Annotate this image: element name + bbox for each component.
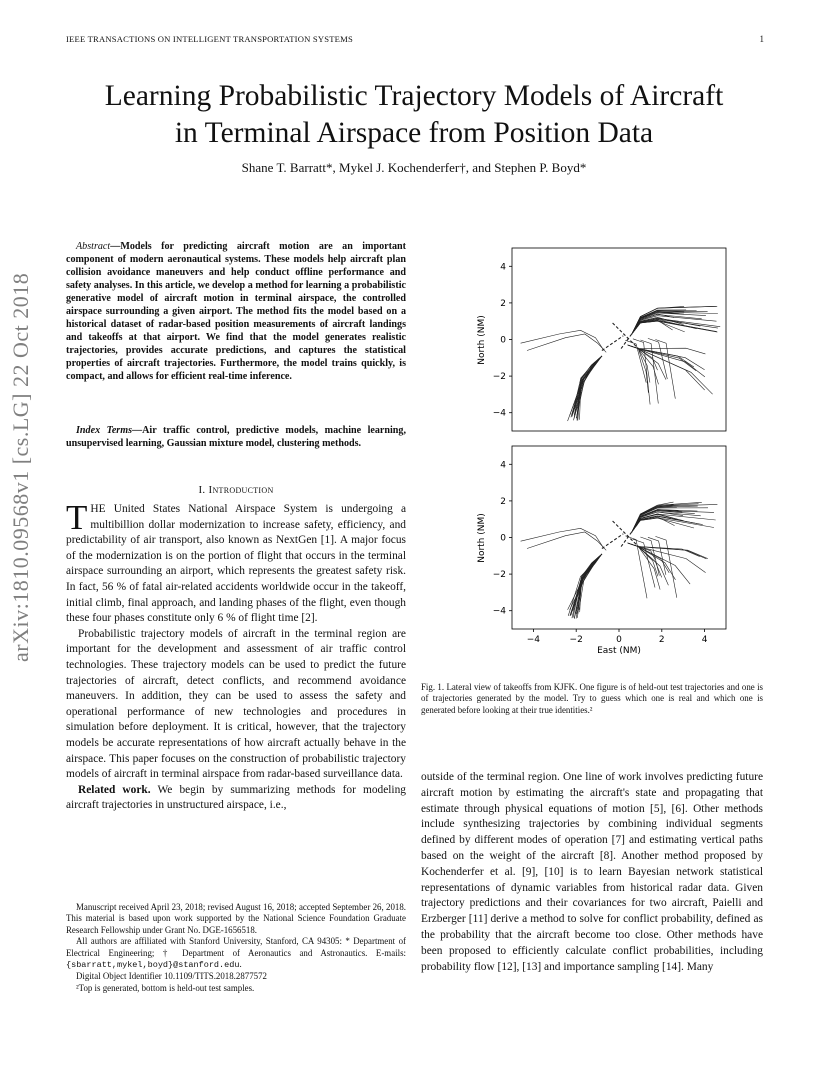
title-line-2: in Terminal Airspace from Position Data [174,117,654,149]
index-terms-text: —Air traffic control, predictive models, machine learning, unsupervised learning, Gaussian mixture model, clustering methods. [66,425,406,449]
trajectory-line [521,330,604,350]
plot-top-frame [512,248,726,431]
paper-title [40,78,788,152]
trajectory-line [602,534,623,549]
index-terms-label: Index Terms [76,425,133,436]
footnote-manuscript: Manuscript received April 23, 2018; revised August 16, 2018; accepted September 26, 2018. This material is based upon work supported by the National Science Foundation Graduate Research Fellowship under Grant No. DGE-1656518. [66,902,406,935]
trajectory-line [602,336,623,351]
plot-bottom-frame [512,446,726,629]
figure-caption: Fig. 1. Lateral view of takeoffs from KJFK. One figure is of held-out test trajectories and one is of trajectories generated by the model. Try to guess which one is real and which one is generated before looking at their true identities.² [421,682,763,715]
author-list: Shane T. Barratt*, Mykel J. Kochenderfer†, and Stephen P. Boyd* [241,160,587,175]
intro-paragraph-2: Probabilistic trajectory models of aircraft in the terminal region are important for the development and assessment of air traffic control technologies. These trajectory models can be used to predict the future trajectories of aircraft, detect conflicts, and recommend avoidance maneuvers. In addition, they can be used to assess the safety and operational performance of new technologies and procedures in simulation before deployment. It is critical, however, that the trajectory models be accurate representations of how aircraft actually behave in the airspace. This paper focuses on the construction of probabilistic trajectory models of aircraft in terminal airspace from radar-based surveillance data. [66,627,406,781]
y-tick-label: 4 [500,262,506,273]
plot-bottom-yticks [493,460,512,616]
plot-top [493,248,726,431]
plot-top-yticks [493,262,512,418]
affiliation-text: All authors are affiliated with Stanford University, Stanford, CA 94305: * Department of Electrical Engineering; † Department of Aeronautics and Astronautics. E-mails: [66,936,406,958]
section-heading [66,484,406,496]
footnote-affiliation: All authors are affiliated with Stanford University, Stanford, CA 94305: * Department of Electrical Engineering; † Department of Aeronautics and Astronautics. E-mails: {sbarratt,mykel,boyd}@stanford.edu. [66,936,406,971]
y-tick-label: 0 [500,533,506,544]
trajectory-line [625,536,647,598]
plot-bottom [493,446,726,645]
trajectory-line [632,518,694,532]
trajectory-line [527,334,606,352]
right-column-text: outside of the terminal region. One line of work involves predicting future aircraft motion by estimating the aircraft's state and propagating that estimate through physical equations of motion [5], [6]. Other methods include synthesizing trajectories by combining individual segments defined by different modes of operation [7] and estimating vertical paths based on the weight of the aircraft [8]. Another method proposed by Kochenderfer et al. [9], [10] is to learn Bayesian network statistical representations of dynamic variables from historical radar data. Given trajectory predictions and their covariances for two aircraft, Paielli and Erzberger [11] derive a method to solve for conflict probability, defined as the probability that the aircraft become too close. Other methods have been proposed to efficiently calculate conflict probabilities, including probability flow [12], [13] and importance sampling [14]. Many [421,771,763,973]
intro-body [66,498,406,814]
figure-1 [470,240,770,680]
arxiv-stamp: arXiv:1810.09568v1 [cs.LG] 22 Oct 2018 [8,272,33,662]
footnote-doi: Digital Object Identifier 10.1109/TITS.2018.2877572 [76,971,267,982]
y-tick-label: −2 [492,372,506,383]
author-emails[interactable]: {sbarratt,mykel,boyd}@stanford.edu [66,960,240,971]
y-tick-label: −4 [492,606,506,617]
related-work-text: We begin by summarizing methods for modeling aircraft trajectories in unstructured airspace, i.e., [66,783,406,812]
drop-cap: T [66,498,88,537]
abstract [66,240,406,383]
index-terms [66,424,406,450]
y-tick-label: 2 [500,496,506,507]
intro-p1-text: HE United States National Airspace System is undergoing a multibillion dollar modernization to increase safety, efficiency, and predictability of air transport, also known as NextGen [1]. A major focus of the modernization is on the portion of flight that occurs in the terminal airspace surrounding an airport, which represents the greatest safety risk. In fact, 56 % of fatal air-related accidents worldwide occur in the takeoff, initial climb, final approach, and landing phases of the flight, even though these four phases constitute only 6 % of flight time [2]. [66,503,406,625]
plot-bottom-xticks [527,629,708,645]
trajectory-line [521,528,604,548]
trajectory-line [655,536,676,597]
y-tick-label: −2 [492,570,506,581]
trajectory-line [625,340,646,382]
footnotes [66,902,406,994]
y-tick-label: 2 [500,298,506,309]
trajectory-line [632,312,718,334]
section-title: Introduction [208,484,274,496]
intro-paragraph-1 [66,498,406,627]
trajectory-line [628,543,700,557]
y-tick-label: −4 [492,408,506,419]
intro-paragraph-3 [66,783,406,814]
x-tick-label: 4 [701,635,708,645]
plot-top-ylabel: North (NM) [477,315,487,365]
page-number: 1 [759,34,764,44]
plot-top-trajectories [521,306,721,421]
title-line-1: Learning Probabilistic Trajectory Models of Aircraft [104,80,724,112]
trajectory-line [628,543,708,559]
y-tick-label: 0 [500,335,506,346]
related-work-label: Related work. [78,783,151,796]
y-tick-label: 4 [500,460,506,471]
plot-bottom-ylabel: North (NM) [477,513,487,563]
abstract-label: Abstract [76,241,111,252]
trajectory-line [632,514,716,532]
trajectory-line [527,532,606,550]
trajectory-line [573,554,602,611]
x-tick-label: 0 [616,635,622,645]
abstract-text: —Models for predicting aircraft motion are an important component of modern aeronautical systems. These models help aircraft plan collision avoidance maneuvers and help conduct offline performance and safety analyses. In this article, we develop a method for learning a probabilistic generative model of aircraft motion in terminal airspace, the controlled airspace surrounding a given airport. The method fits the model based on a historical dataset of radar-based position measurements of aircraft landings and takeoffs at that airport. We find that the model generates realistic trajectories, provides accurate predictions, and captures the statistical properties of aircraft trajectories. Furthermore, the model trains quickly, is compact, and allows for efficient real-time inference. [66,241,406,382]
x-tick-label: −2 [569,635,583,645]
x-tick-label: −4 [526,635,541,645]
section-number: I. [198,484,206,496]
running-header: IEEE TRANSACTIONS ON INTELLIGENT TRANSPORTATION SYSTEMS [66,34,353,44]
footnote-figure-note: ²Top is generated, bottom is held-out test samples. [76,982,255,993]
trajectory-line [648,338,667,379]
plot-bottom-trajectories [521,502,718,619]
x-tick-label: 2 [658,635,665,645]
plot-bottom-xlabel: East (NM) [597,646,641,656]
